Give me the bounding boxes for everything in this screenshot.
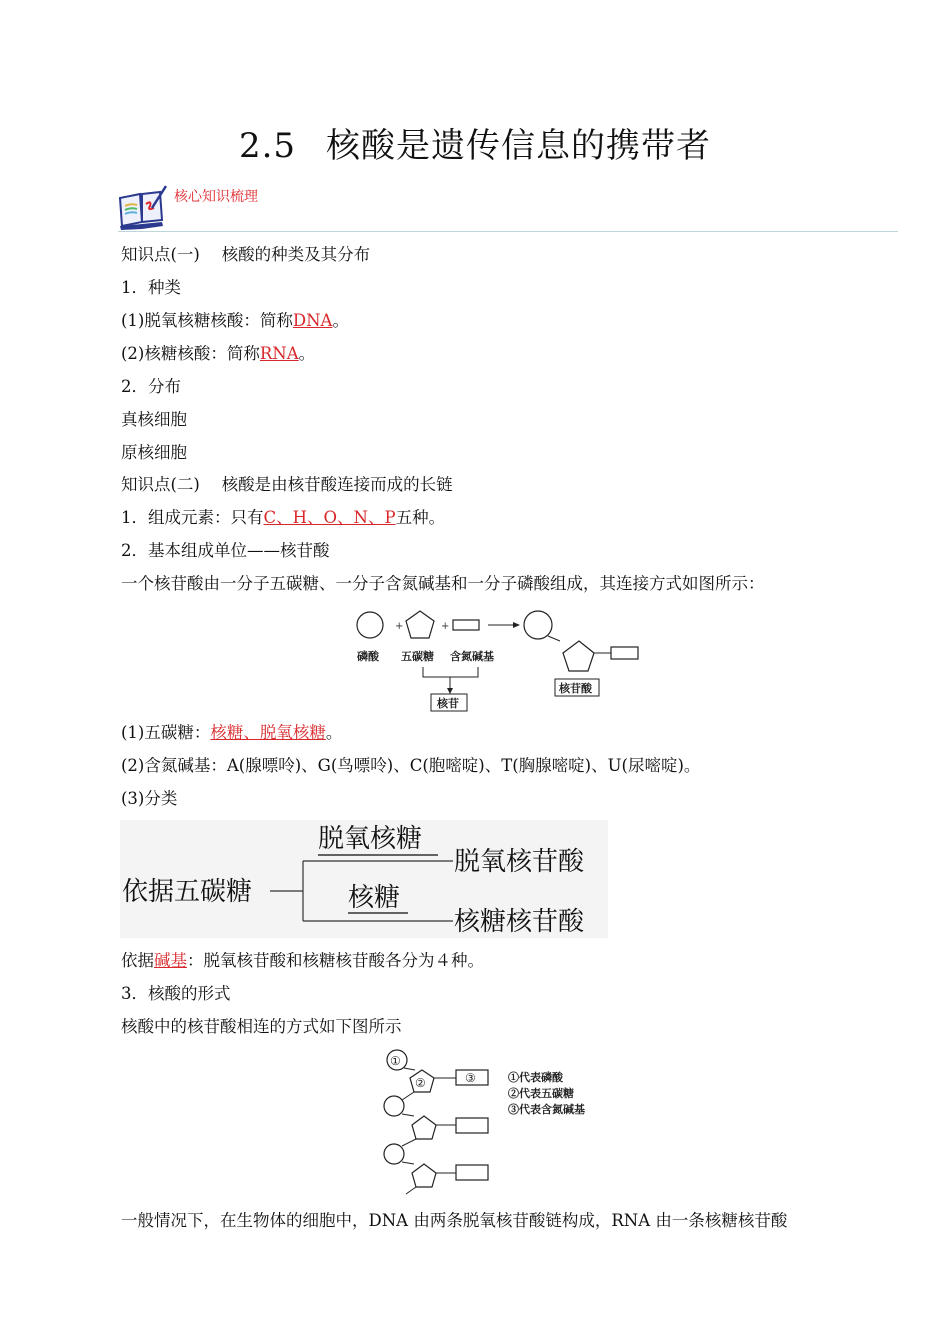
svg-text:核苷: 核苷	[437, 697, 459, 710]
kp2-sub2: (2)含氮碱基：A(腺嘌呤)、G(鸟嘌呤)、C(胞嘧啶)、T(胸腺嘧啶)、U(尿嘧啶)。	[121, 756, 701, 775]
open-book-pencil-icon	[116, 184, 168, 230]
svg-text:磷酸: 磷酸	[357, 650, 379, 663]
classification-tree-figure	[120, 820, 608, 938]
answer-elements: C、H、O、N、P	[263, 508, 396, 527]
svg-text:③代表含氮碱基: ③代表含氮碱基	[508, 1103, 585, 1116]
phosphate-circle-icon	[357, 612, 383, 638]
kp2-item1-suffix: 五种。	[395, 508, 446, 527]
kp2-sub1	[121, 722, 342, 744]
base-line-suffix: ：脱氧核苷酸和核糖核苷酸各分为４种。	[187, 951, 484, 970]
svg-text:核糖: 核糖	[348, 883, 401, 913]
kp2-item3-title: 3．核酸的形式	[121, 984, 231, 1003]
kp2-item3-desc: 核酸中的核苷酸相连的方式如下图所示	[121, 1017, 402, 1036]
kp1-item2-title: 2．分布	[121, 377, 181, 396]
arrow-right-icon	[513, 622, 520, 628]
section-divider	[118, 231, 898, 232]
kp1-sub1-prefix: (1)脱氧核糖核酸：简称	[121, 311, 293, 330]
kp1-item2-line1: 真核细胞	[121, 410, 187, 429]
kp1-item1-sub1	[121, 310, 349, 332]
nucleotide-composition-figure	[345, 605, 645, 715]
title-text: 核酸是遗传信息的携带者	[326, 126, 712, 166]
kp2-sub1-suffix: 。	[325, 723, 343, 742]
svg-text:②: ②	[415, 1076, 426, 1090]
svg-text:+: +	[395, 621, 404, 632]
answer-base: 碱基	[154, 951, 187, 970]
kp1-sub2-prefix: (2)核糖核酸：简称	[121, 344, 260, 363]
kp2-item2-title: 2．基本组成单位——核苷酸	[121, 541, 330, 560]
svg-text:①: ①	[390, 1054, 401, 1068]
svg-text:核苷酸: 核苷酸	[559, 682, 592, 695]
nucleotide-chain-figure	[370, 1048, 620, 1198]
base-rectangle-icon	[453, 620, 479, 630]
closing-paragraph: 一般情况下，在生物体的细胞中，DNA 由两条脱氧核苷酸链构成，RNA 由一条核糖核苷酸	[121, 1211, 788, 1230]
base-line-prefix: 依据	[121, 951, 154, 970]
svg-text:脱氧核糖: 脱氧核糖	[318, 824, 423, 854]
page-title	[0, 118, 950, 167]
svg-text:含氮碱基: 含氮碱基	[450, 650, 494, 663]
kp2-sub3: (3)分类	[121, 789, 178, 808]
svg-text:②代表五碳糖: ②代表五碳糖	[508, 1087, 574, 1100]
svg-text:五碳糖: 五碳糖	[401, 650, 434, 663]
answer-dna: DNA	[292, 311, 333, 330]
svg-text:依据五碳糖: 依据五碳糖	[122, 877, 253, 907]
pentose-pentagon-icon	[406, 611, 434, 638]
kp2-heading: 知识点(二) 核酸是由核苷酸连接而成的长链	[121, 475, 453, 494]
title-number: 2.5	[238, 126, 297, 166]
svg-text:脱氧核苷酸: 脱氧核苷酸	[454, 847, 585, 877]
svg-text:①代表磷酸: ①代表磷酸	[508, 1071, 563, 1084]
svg-text:+: +	[441, 621, 450, 632]
section-label: 核心知识梳理	[174, 189, 258, 205]
answer-rna: RNA	[259, 344, 299, 363]
kp1-item2-line2: 原核细胞	[121, 443, 187, 462]
kp1-sub1-suffix: 。	[332, 311, 349, 330]
kp2-item1	[121, 507, 445, 529]
kp1-sub2-suffix: 。	[298, 344, 316, 363]
kp2-item2-desc: 一个核苷酸由一分子五碳糖、一分子含氮碱基和一分子磷酸组成，其连接方式如图所示：	[121, 574, 765, 593]
base-classification-line	[121, 950, 484, 972]
kp1-item1-title: 1．种类	[121, 278, 181, 297]
kp1-item1-sub2	[121, 343, 315, 365]
kp1-heading: 知识点(一) 核酸的种类及其分布	[121, 245, 371, 264]
answer-pentose: 核糖、脱氧核糖	[210, 723, 326, 742]
kp2-sub1-prefix: (1)五碳糖：	[121, 723, 211, 742]
svg-text:核糖核苷酸: 核糖核苷酸	[454, 907, 585, 937]
svg-text:③: ③	[465, 1071, 476, 1085]
kp2-item1-prefix: 1．组成元素：只有	[121, 508, 264, 527]
